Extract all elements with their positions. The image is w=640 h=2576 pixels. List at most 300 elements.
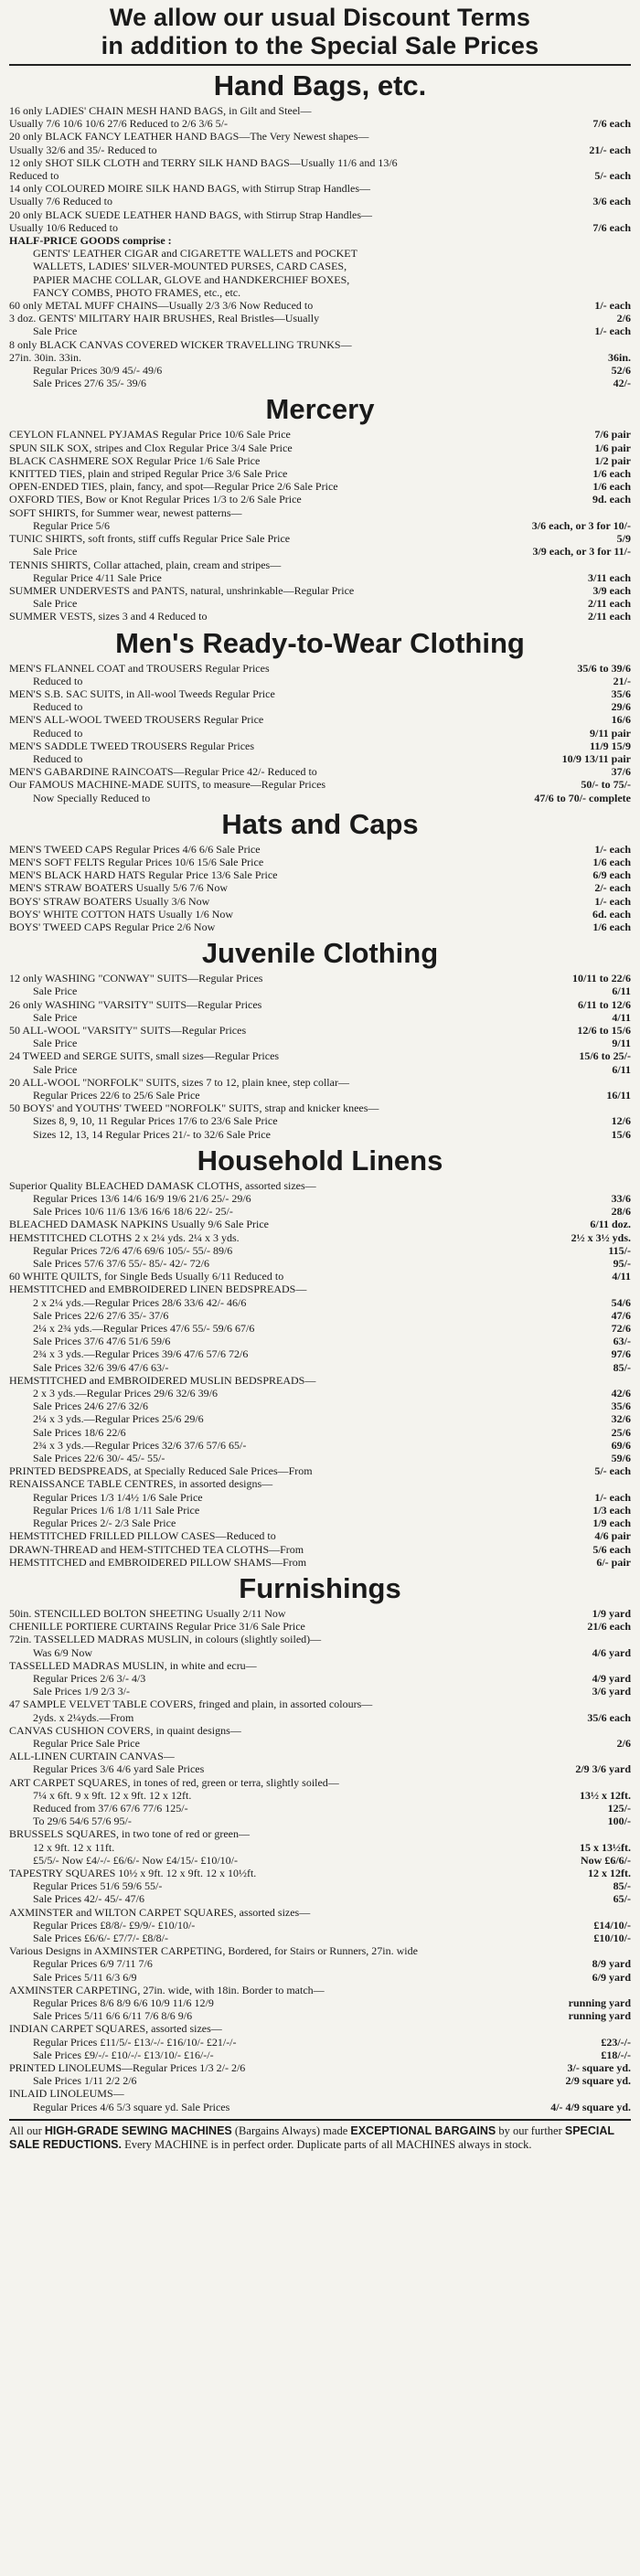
- item-description: KNITTED TIES, plain and striped Regular Price 3/6 Sale Price: [9, 467, 288, 481]
- price-row: [9, 1957, 631, 1970]
- item-description: AXMINSTER and WILTON CARPET SQUARES, assorted sizes—: [9, 1905, 311, 1919]
- item-description: TASSELLED MADRAS MUSLIN, in white and ecru—: [9, 1658, 257, 1672]
- price-row: [9, 545, 631, 558]
- item-price: [625, 2087, 631, 2100]
- item-price: 1/- each: [594, 894, 631, 908]
- item-price: 4/9 yard: [592, 1671, 631, 1685]
- item-price: 95/-: [613, 1257, 631, 1271]
- item-price: 15 x 13½ft.: [580, 1840, 631, 1854]
- price-row: [9, 195, 631, 208]
- price-row: [9, 351, 631, 364]
- price-row: [9, 1063, 631, 1076]
- item-description: Reduced to: [33, 751, 83, 765]
- price-row: [9, 325, 631, 337]
- item-price: 2/- each: [594, 881, 631, 895]
- price-row: [9, 597, 631, 610]
- price-row: [9, 1322, 631, 1335]
- footer-bold-3: SPECIAL SALE REDUCTIONS.: [9, 2124, 614, 2151]
- item-price: 65/-: [613, 1892, 631, 1906]
- item-price: 12 x 12ft.: [588, 1866, 631, 1879]
- price-row: [9, 778, 631, 791]
- item-price: 32/6: [611, 1412, 631, 1426]
- item-description: Sale Prices 24/6 27/6 32/6: [33, 1400, 148, 1413]
- item-price: 16/11: [606, 1089, 631, 1102]
- item-description: MEN'S SOFT FELTS Regular Prices 10/6 15/6 Sale Price: [9, 855, 264, 868]
- price-row: [9, 972, 631, 985]
- item-description: Sale Prices 42/- 45/- 47/6: [33, 1892, 144, 1906]
- item-description: 20 only BLACK SUEDE LEATHER HAND BAGS, with Stirrup Strap Handles—: [9, 208, 372, 221]
- item-price: 115/-: [608, 1243, 631, 1257]
- price-row: [9, 1114, 631, 1127]
- price-row: [9, 2022, 631, 2035]
- item-description: CANVAS CUSHION COVERS, in quaint designs—: [9, 1723, 241, 1737]
- price-row: [9, 559, 631, 571]
- item-price: [625, 1179, 631, 1192]
- item-description: BRUSSELS SQUARES, in two tone of red or green—: [9, 1827, 250, 1841]
- item-price: 4/6 pair: [594, 1529, 631, 1543]
- item-price: 36in.: [607, 350, 631, 364]
- item-price: 59/6: [611, 1452, 631, 1465]
- item-description: MEN'S FLANNEL COAT and TROUSERS Regular Prices: [9, 661, 270, 675]
- item-price: 6/11 to 12/6: [577, 997, 631, 1011]
- footer-text-3: by our further: [496, 2124, 565, 2137]
- item-description: WALLETS, LADIES' SILVER-MOUNTED PURSES, CARD CASES,: [33, 260, 347, 273]
- item-price: 54/6: [611, 1295, 631, 1309]
- price-row: [9, 1076, 631, 1089]
- item-price: 47/6 to 70/- complete: [534, 791, 631, 804]
- item-description: 20 ALL-WOOL "NORFOLK" SUITS, sizes 7 to 12, plain knee, step collar—: [9, 1075, 349, 1089]
- item-description: Sale Prices 37/6 47/6 51/6 59/6: [33, 1335, 171, 1348]
- item-price: 33/6: [611, 1192, 631, 1206]
- price-row: [9, 221, 631, 234]
- item-description: OXFORD TIES, Bow or Knot Regular Prices 1/3 to 2/6 Sale Price: [9, 493, 302, 506]
- price-row: [9, 1412, 631, 1425]
- item-description: Sale Prices £9/-/- £10/-/- £13/10/- £16/-/-: [33, 2048, 214, 2061]
- item-price: 29/6: [611, 700, 631, 714]
- price-row: [9, 985, 631, 997]
- item-price: [625, 260, 631, 272]
- item-price: 3/9 each, or 3 for 11/-: [532, 545, 631, 559]
- price-row: [9, 1529, 631, 1542]
- price-row: [9, 1179, 631, 1192]
- item-description: PRINTED LINOLEUMS—Regular Prices 1/3 2/- 2/6: [9, 2061, 246, 2075]
- item-price: [625, 273, 631, 286]
- price-row: [9, 2009, 631, 2022]
- price-row: [9, 1270, 631, 1283]
- item-description: 12 only WASHING "CONWAY" SUITS—Regular Prices: [9, 972, 263, 985]
- price-row: [9, 247, 631, 260]
- item-price: 42/6: [611, 1387, 631, 1400]
- item-price: 2/11 each: [588, 597, 631, 611]
- price-row: [9, 1102, 631, 1114]
- price-row: [9, 662, 631, 675]
- price-row: [9, 532, 631, 545]
- item-price: 4/6 yard: [592, 1645, 631, 1659]
- price-row: [9, 752, 631, 765]
- section-title: Juvenile Clothing: [201, 937, 439, 970]
- price-row: [9, 1309, 631, 1322]
- price-row: [9, 1049, 631, 1062]
- item-description: 2¾ x 3 yds.—Regular Prices 39/6 47/6 57/6 72/6: [33, 1347, 249, 1361]
- item-description: Regular Price Sale Price: [33, 1736, 140, 1750]
- item-description: BOYS' STRAW BOATERS Usually 3/6 Now: [9, 894, 210, 908]
- item-description: 2¾ x 3 yds.—Regular Prices 32/6 37/6 57/6 65/-: [33, 1438, 247, 1452]
- price-row: [9, 117, 631, 130]
- item-price: 35/6: [611, 687, 631, 700]
- price-row: [9, 1685, 631, 1698]
- item-description: 24 TWEED and SERGE SUITS, small sizes—Regular Prices: [9, 1049, 280, 1063]
- price-row: [9, 1607, 631, 1620]
- price-row: [9, 610, 631, 623]
- item-description: Sale Prices 1/11 2/2 2/6: [33, 2074, 137, 2088]
- item-price: [625, 247, 631, 260]
- item-price: [625, 104, 631, 117]
- price-row: [9, 895, 631, 908]
- price-row: [9, 921, 631, 933]
- item-description: Sale Price: [33, 597, 78, 611]
- item-description: Regular Prices 3/6 4/6 yard Sale Prices: [33, 1762, 205, 1776]
- price-row: [9, 1426, 631, 1439]
- item-description: 72in. TASSELLED MADRAS MUSLIN, in colours (slightly soiled)—: [9, 1633, 322, 1646]
- item-price: 6/11: [612, 985, 631, 998]
- price-row: [9, 1556, 631, 1569]
- price-row: [9, 1984, 631, 1996]
- price-row: [9, 156, 631, 169]
- price-row: [9, 2074, 631, 2087]
- item-description: Regular Prices 1/3 1/4½ 1/6 Sale Price: [33, 1490, 203, 1504]
- item-description: Sale Price: [33, 1037, 78, 1050]
- price-row: [9, 687, 631, 700]
- item-description: 2¼ x 2¾ yds.—Regular Prices 47/6 55/- 59/6 67/6: [33, 1322, 255, 1336]
- item-price: 1/9 yard: [592, 1606, 631, 1620]
- section-title: Men's Ready-to-Wear Clothing: [115, 626, 525, 659]
- price-row: [9, 1841, 631, 1854]
- item-price: 25/6: [611, 1425, 631, 1439]
- item-price: [625, 338, 631, 351]
- item-description: Regular Prices £8/8/- £9/9/- £10/10/-: [33, 1918, 196, 1932]
- item-price: 4/- 4/9 square yd.: [550, 2100, 631, 2113]
- item-price: [625, 506, 631, 519]
- price-row: [9, 1517, 631, 1529]
- price-row: [9, 364, 631, 377]
- price-row: [9, 208, 631, 221]
- sections-container: [9, 69, 631, 2113]
- item-price: [625, 1698, 631, 1710]
- item-description: Usually 7/6 Reduced to: [9, 195, 112, 208]
- price-row: [9, 740, 631, 752]
- item-price: [625, 1477, 631, 1490]
- price-row: [9, 493, 631, 506]
- item-description: £5/5/- Now £4/-/- £6/6/- Now £4/15/- £10/10/-: [33, 1853, 238, 1867]
- item-description: HEMSTITCHED and EMBROIDERED PILLOW SHAMS—From: [9, 1555, 307, 1569]
- price-row: [9, 1231, 631, 1244]
- price-row: [9, 1802, 631, 1815]
- item-price: [625, 1776, 631, 1789]
- item-price: 3/- square yd.: [567, 2061, 631, 2075]
- item-price: [625, 1102, 631, 1114]
- item-description: GENTS' LEATHER CIGAR and CIGARETTE WALLETS and POCKET: [33, 247, 357, 261]
- item-price: 9/11 pair: [589, 726, 631, 740]
- price-row: [9, 338, 631, 351]
- item-description: Was 6/9 Now: [33, 1645, 93, 1659]
- item-description: Regular Prices 6/9 7/11 7/6: [33, 1957, 153, 1971]
- item-price: 35/6 to 39/6: [577, 661, 631, 675]
- item-description: HEMSTITCHED and EMBROIDERED LINEN BEDSPREADS—: [9, 1283, 307, 1296]
- item-description: MEN'S TWEED CAPS Regular Prices 4/6 6/6 Sale Price: [9, 842, 261, 856]
- item-description: Sale Prices 5/11 6/3 6/9: [33, 1970, 137, 1984]
- item-price: 9d. each: [592, 493, 631, 506]
- item-price: 1/6 each: [592, 467, 631, 481]
- item-description: Sale Price: [33, 325, 78, 338]
- price-row: [9, 1374, 631, 1387]
- item-price: 63/-: [613, 1335, 631, 1348]
- item-description: Now Specially Reduced to: [33, 791, 151, 804]
- price-row: [9, 480, 631, 493]
- item-description: 2yds. x 2¼yds.—From: [33, 1710, 134, 1724]
- item-price: 1/6 each: [592, 920, 631, 933]
- item-price: 6/- pair: [596, 1555, 631, 1569]
- item-price: 2/6: [616, 312, 631, 325]
- item-description: Regular Prices 30/9 45/- 49/6: [33, 364, 163, 378]
- item-description: SPUN SILK SOX, stripes and Clox Regular Price 3/4 Sale Price: [9, 441, 293, 454]
- item-description: Sale Prices 57/6 37/6 55/- 85/- 42/- 72/6: [33, 1257, 209, 1271]
- item-price: 1/- each: [594, 842, 631, 856]
- item-price: 1/6 each: [592, 855, 631, 868]
- item-price: 72/6: [611, 1322, 631, 1336]
- price-row: [9, 234, 631, 247]
- item-price: 3/9 each: [592, 583, 631, 597]
- item-price: 15/6 to 25/-: [579, 1049, 631, 1063]
- price-row: [9, 299, 631, 312]
- footer-bold-2: EXCEPTIONAL BARGAINS: [350, 2124, 496, 2137]
- item-description: Usually 10/6 Reduced to: [9, 220, 118, 234]
- price-row: [9, 1477, 631, 1490]
- item-description: Reduced to: [33, 674, 83, 687]
- item-price: 3/6 each, or 3 for 10/-: [531, 518, 631, 532]
- price-row: [9, 506, 631, 519]
- price-row: [9, 1464, 631, 1477]
- item-price: 28/6: [611, 1205, 631, 1219]
- price-row: [9, 312, 631, 325]
- item-price: 69/6: [611, 1438, 631, 1452]
- price-row: [9, 1452, 631, 1464]
- price-row: [9, 1672, 631, 1685]
- price-row: [9, 1335, 631, 1347]
- item-price: 2/9 3/6 yard: [575, 1762, 631, 1776]
- price-row: [9, 700, 631, 713]
- item-description: 3 doz. GENTS' MILITARY HAIR BRUSHES, Real Bristles—Usually: [9, 312, 320, 325]
- item-price: [625, 286, 631, 299]
- price-row: [9, 1762, 631, 1775]
- item-description: Regular Prices 22/6 to 25/6 Sale Price: [33, 1089, 200, 1102]
- item-description: Reduced to: [33, 726, 83, 740]
- item-description: 50 BOYS' and YOUTHS' TWEED "NORFOLK" SUITS, strap and knicker knees—: [9, 1102, 379, 1115]
- item-description: Sale Prices 10/6 11/6 13/6 16/6 18/6 22/- 25/-: [33, 1205, 233, 1219]
- price-row: [9, 1633, 631, 1645]
- item-price: [625, 1659, 631, 1672]
- item-price: 2/9 square yd.: [565, 2074, 631, 2088]
- item-price: 4/11: [612, 1270, 631, 1283]
- item-description: 12 x 9ft. 12 x 11ft.: [33, 1840, 115, 1854]
- item-price: [625, 208, 631, 221]
- price-row: [9, 792, 631, 804]
- item-description: 60 only METAL MUFF CHAINS—Usually 2/3 3/6 Now Reduced to: [9, 299, 314, 313]
- item-price: 21/-: [613, 674, 631, 687]
- item-price: 16/6: [611, 713, 631, 727]
- price-row: [9, 519, 631, 532]
- item-price: 100/-: [607, 1815, 631, 1828]
- item-description: SUMMER UNDERVESTS and PANTS, natural, unshrinkable—Regular Price: [9, 583, 355, 597]
- item-description: Reduced to: [9, 169, 59, 183]
- price-row: [9, 675, 631, 687]
- item-price: 5/9: [616, 532, 631, 546]
- item-description: PRINTED BEDSPREADS, at Specially Reduced Sale Prices—From: [9, 1464, 313, 1478]
- item-price: 1/9 each: [592, 1517, 631, 1530]
- item-price: 7/6 pair: [594, 428, 631, 442]
- item-price: [625, 234, 631, 247]
- item-price: 6/11 doz.: [590, 1218, 631, 1231]
- price-row: [9, 843, 631, 856]
- item-price: £23/-/-: [601, 2035, 631, 2049]
- item-description: 50in. STENCILLED BOLTON SHEETING Usually 2/11 Now: [9, 1606, 286, 1620]
- price-row: [9, 1659, 631, 1672]
- item-price: 6/11: [612, 1062, 631, 1076]
- price-row: [9, 765, 631, 778]
- section-title: Hand Bags, etc.: [213, 69, 427, 101]
- item-description: Our FAMOUS MACHINE-MADE SUITS, to measure—Regular Prices: [9, 778, 326, 792]
- item-description: 12 only SHOT SILK CLOTH and TERRY SILK HAND BAGS—Usually 11/6 and 13/6: [9, 155, 398, 169]
- item-description: PAPIER MACHE COLLAR, GLOVE and HANDKERCHIEF BOXES,: [33, 272, 350, 286]
- price-row: [9, 1789, 631, 1802]
- item-description: MEN'S STRAW BOATERS Usually 5/6 7/6 Now: [9, 881, 228, 895]
- item-description: 8 only BLACK CANVAS COVERED WICKER TRAVELLING TRUNKS—: [9, 337, 352, 351]
- item-description: CEYLON FLANNEL PYJAMAS Regular Price 10/6 Sale Price: [9, 428, 291, 442]
- item-price: 12/6: [611, 1114, 631, 1128]
- price-row: [9, 1698, 631, 1710]
- item-price: 12/6 to 15/6: [577, 1023, 631, 1037]
- section-title: Furnishings: [239, 1571, 401, 1604]
- item-description: 14 only COLOURED MOIRE SILK HAND BAGS, with Stirrup Strap Handles—: [9, 182, 370, 196]
- item-price: 10/11 to 22/6: [571, 972, 631, 985]
- item-price: 35/6: [611, 1400, 631, 1413]
- price-row: [9, 881, 631, 894]
- item-description: Superior Quality BLEACHED DAMASK CLOTHS, assorted sizes—: [9, 1178, 316, 1192]
- item-price: [625, 2022, 631, 2035]
- price-row: [9, 1128, 631, 1141]
- item-description: 26 only WASHING "VARSITY" SUITS—Regular Prices: [9, 997, 262, 1011]
- item-price: [625, 1283, 631, 1295]
- item-description: Regular Prices 2/- 2/3 Sale Price: [33, 1517, 176, 1530]
- header-divider: [9, 64, 631, 66]
- item-price: [625, 1944, 631, 1957]
- item-price: [625, 1750, 631, 1762]
- item-price: £18/-/-: [601, 2048, 631, 2061]
- item-description: CHENILLE PORTIERE CURTAINS Regular Price 31/6 Sale Price: [9, 1620, 305, 1634]
- item-description: 7¼ x 6ft. 9 x 9ft. 12 x 9ft. 12 x 12ft.: [33, 1788, 192, 1802]
- footer-text-1: All our: [9, 2124, 45, 2137]
- item-description: INLAID LINOLEUMS—: [9, 2087, 124, 2101]
- item-description: Regular Prices 51/6 59/6 55/-: [33, 1879, 163, 1893]
- item-description: Sale Prices 5/11 6/6 6/11 7/6 8/6 9/6: [33, 2009, 193, 2023]
- item-description: Usually 32/6 and 35/- Reduced to: [9, 143, 157, 156]
- item-price: [625, 1984, 631, 1996]
- item-price: 21/- each: [589, 143, 631, 156]
- item-price: 5/- each: [594, 169, 631, 183]
- item-description: 2 x 2¼ yds.—Regular Prices 28/6 33/6 42/- 46/6: [33, 1295, 247, 1309]
- item-description: Regular Prices 4/6 5/3 square yd. Sale Prices: [33, 2100, 230, 2113]
- item-description: BLEACHED DAMASK NAPKINS Usually 9/6 Sale Price: [9, 1218, 269, 1231]
- price-row: [9, 1244, 631, 1257]
- item-price: 10/9 13/11 pair: [561, 751, 631, 765]
- item-description: Various Designs in AXMINSTER CARPETING, Bordered, for Stairs or Runners, 27in. wide: [9, 1944, 418, 1958]
- item-price: 15/6: [611, 1127, 631, 1141]
- price-row: [9, 428, 631, 441]
- price-row: [9, 2061, 631, 2074]
- item-price: 85/-: [613, 1879, 631, 1893]
- item-description: Sale Price: [33, 985, 78, 998]
- item-description: HEMSTITCHED FRILLED PILLOW CASES—Reduced to: [9, 1529, 276, 1543]
- header-line-2: in addition to the Special Sale Prices: [101, 32, 539, 59]
- section-title: Hats and Caps: [221, 807, 419, 840]
- item-price: [625, 1906, 631, 1919]
- item-description: Sale Prices 32/6 39/6 47/6 63/-: [33, 1360, 169, 1374]
- item-price: running yard: [568, 1996, 631, 2009]
- item-description: Usually 7/6 10/6 10/6 27/6 Reduced to 2/6 3/6 5/-: [9, 117, 228, 131]
- item-description: Sale Prices 22/6 27/6 35/- 37/6: [33, 1308, 169, 1322]
- price-row: [9, 1283, 631, 1295]
- price-row: [9, 1205, 631, 1218]
- price-row: [9, 1296, 631, 1309]
- price-row: [9, 1971, 631, 1984]
- header-line-1: We allow our usual Discount Terms: [109, 4, 531, 31]
- price-row: [9, 908, 631, 921]
- price-row: [9, 467, 631, 480]
- item-price: 1/3 each: [592, 1503, 631, 1517]
- item-description: Sale Price: [33, 545, 78, 559]
- price-row: [9, 856, 631, 868]
- item-price: 6d. each: [592, 907, 631, 921]
- price-row: [9, 286, 631, 299]
- item-description: Regular Prices 1/6 1/8 1/11 Sale Price: [33, 1503, 200, 1517]
- item-description: Regular Prices 13/6 14/6 16/9 19/6 21/6 25/- 29/6: [33, 1192, 251, 1206]
- price-row: [9, 273, 631, 286]
- item-price: 3/6 each: [592, 195, 631, 208]
- price-row: [9, 1646, 631, 1659]
- item-description: SOFT SHIRTS, for Summer wear, newest patterns—: [9, 506, 242, 519]
- item-price: 6/9 yard: [592, 1970, 631, 1984]
- item-price: 21/6 each: [587, 1620, 631, 1634]
- item-price: 1/- each: [594, 299, 631, 313]
- price-row: [9, 377, 631, 389]
- item-description: Regular Prices £11/5/- £13/-/- £16/10/- £21/-/-: [33, 2035, 237, 2049]
- item-description: 60 WHITE QUILTS, for Single Beds Usually 6/11 Reduced to: [9, 1270, 284, 1283]
- price-row: [9, 2049, 631, 2061]
- item-description: Reduced to: [33, 700, 83, 714]
- item-description: DRAWN-THREAD and HEM-STITCHED TEA CLOTHS—From: [9, 1542, 304, 1556]
- item-price: 6/9 each: [592, 868, 631, 882]
- item-price: Now £6/6/-: [581, 1853, 631, 1867]
- price-row: [9, 1724, 631, 1737]
- item-price: 1/- each: [594, 1490, 631, 1504]
- item-description: MEN'S ALL-WOOL TWEED TROUSERS Regular Price: [9, 713, 264, 727]
- price-row: [9, 1439, 631, 1452]
- item-description: 20 only BLACK FANCY LEATHER HAND BAGS—The Very Newest shapes—: [9, 130, 369, 144]
- footer-text-4: Every MACHINE is in perfect order. Duplicate parts of all MACHINES always in stock.: [121, 2137, 532, 2151]
- item-description: MEN'S BLACK HARD HATS Regular Price 13/6 Sale Price: [9, 868, 278, 882]
- item-price: £10/10/-: [593, 1931, 631, 1944]
- item-description: MEN'S S.B. SAC SUITS, in All-wool Tweeds Regular Price: [9, 687, 275, 700]
- item-description: SUMMER VESTS, sizes 3 and 4 Reduced to: [9, 610, 208, 623]
